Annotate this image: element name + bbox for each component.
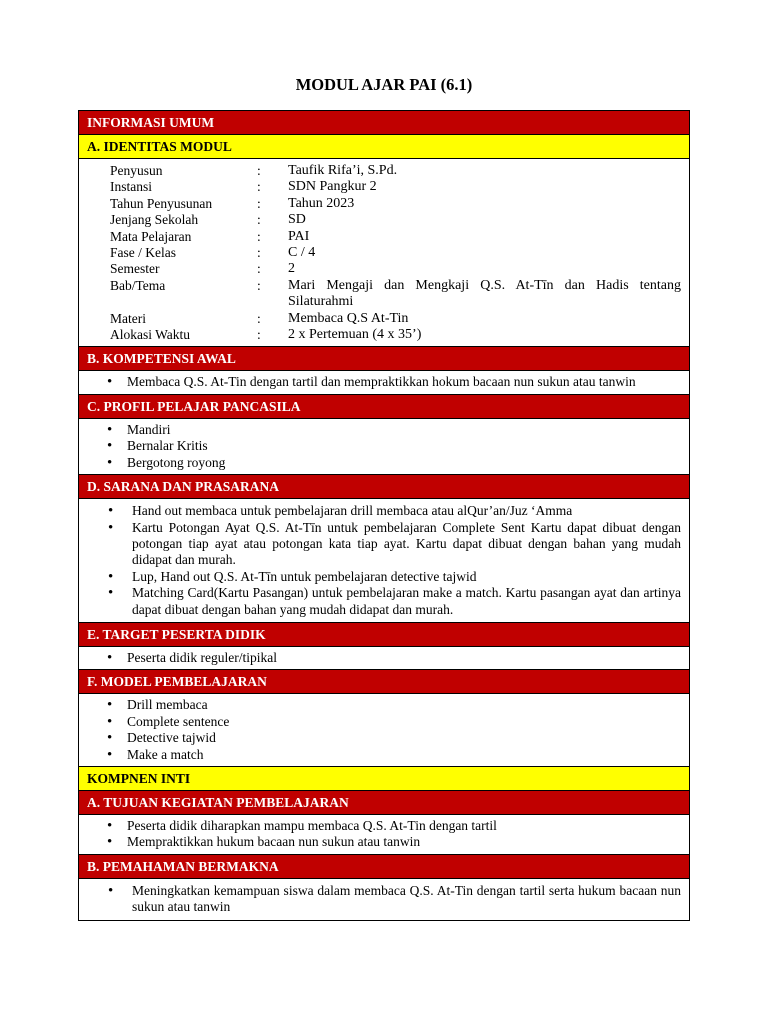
sarana-header: D. SARANA DAN PRASARANA (79, 475, 689, 498)
identity-value: SDN Pangkur 2 (288, 179, 377, 195)
module-form-table (78, 110, 690, 921)
tujuan-body (79, 814, 689, 854)
identity-row (110, 278, 681, 311)
identity-value: 2 (288, 261, 295, 277)
identity-colon: : (257, 327, 261, 343)
identity-colon: : (257, 195, 261, 211)
identity-value: PAI (288, 228, 310, 244)
model-list (127, 697, 681, 763)
list-item: • Mempraktikkan hukum bacaan nun sukun atau tanwin (127, 834, 681, 850)
pemahaman-header: B. PEMAHAMAN BERMAKNA (79, 855, 689, 878)
list-item: • Peserta didik diharapkan mampu membaca Q.S. At-Tin dengan tartil (127, 818, 681, 834)
profil-pelajar-body (79, 418, 689, 474)
identity-label: Bab/Tema (110, 277, 166, 293)
identity-value: Mari Mengaji dan Mengkaji Q.S. At-Tīn dan Hadis tentang Silaturahmi (288, 277, 681, 310)
informasi-umum-header: INFORMASI UMUM (79, 111, 689, 134)
list-item: • Mandiri (127, 422, 681, 438)
sarana-body (79, 498, 689, 622)
target-body (79, 646, 689, 669)
model-body (79, 693, 689, 766)
section-tujuan-kegiatan (79, 790, 689, 854)
list-item: • Drill membaca (127, 697, 681, 713)
identity-colon: : (257, 179, 261, 195)
document-title: MODUL AJAR PAI (6.1) (295, 75, 473, 94)
list-item: • Lup, Hand out Q.S. At-Tīn untuk pembelajaran detective tajwid (132, 569, 681, 585)
identity-row (110, 163, 681, 179)
tujuan-header: A. TUJUAN KEGIATAN PEMBELAJARAN (79, 791, 689, 814)
sarana-list (132, 503, 681, 618)
section-model-pembelajaran (79, 669, 689, 766)
identity-label: Mata Pelajaran (110, 228, 192, 244)
identity-colon: : (257, 228, 261, 244)
identity-label: Penyusun (110, 163, 163, 178)
identity-row (110, 311, 681, 327)
list-item: • Meningkatkan kemampuan siswa dalam membaca Q.S. At-Tin dengan tartil serta hukum bacaan nun sukun atau tanwin (132, 883, 681, 916)
target-header: E. TARGET PESERTA DIDIK (79, 623, 689, 646)
identity-label: Jenjang Sekolah (110, 212, 199, 228)
profil-pelajar-header: C. PROFIL PELAJAR PANCASILA (79, 395, 689, 418)
komponen-inti-header: KOMPNEN INTI (79, 767, 689, 790)
kompetensi-awal-body (79, 370, 689, 393)
section-pemahaman-bermakna (79, 854, 689, 920)
identity-value: SD (288, 212, 306, 228)
section-informasi-umum (79, 111, 689, 134)
section-sarana-prasarana (79, 474, 689, 622)
identity-colon: : (257, 245, 261, 261)
identity-label: Instansi (110, 179, 152, 195)
section-identitas-modul (79, 134, 689, 346)
list-item: • Matching Card(Kartu Pasangan) untuk pembelajaran make a match. Kartu pasangan ayat dan artinya dapat dibuat dengan bahan yang mudah didapat dan murah. (132, 585, 681, 618)
identity-label: Semester (110, 261, 160, 277)
section-target-peserta-didik (79, 622, 689, 669)
identity-label: Materi (110, 310, 146, 326)
identity-value: Membaca Q.S At-Tin (288, 310, 409, 326)
identity-value: Tahun 2023 (288, 195, 355, 211)
pemahaman-body (79, 878, 689, 920)
pemahaman-list (132, 883, 681, 916)
identity-row (110, 212, 681, 228)
list-item: • Hand out membaca untuk pembelajaran drill membaca atau alQur’an/Juz ‘Amma (132, 503, 681, 519)
identity-label: Alokasi Waktu (110, 327, 191, 343)
identity-colon: : (257, 261, 261, 277)
profil-pelajar-list (127, 422, 681, 471)
list-item: • Complete sentence (127, 714, 681, 730)
identity-row (110, 245, 681, 261)
list-item: • Make a match (127, 747, 681, 763)
list-item: • Membaca Q.S. At-Tin dengan tartil dan mempraktikkan hokum bacaan nun sukun atau tanwin (127, 374, 681, 390)
list-item: • Kartu Potongan Ayat Q.S. At-Tīn untuk pembelajaran Complete Sent Kartu dapat dibuat dengan potongan tiap ayat atau potongan kata tiap ayat. Kartu dapat dibuat dengan bahan yang mudah didapat dan murah. (132, 520, 681, 569)
list-item: • Bernalar Kritis (127, 438, 681, 454)
identity-value: Taufik Rifa’i, S.Pd. (288, 163, 398, 178)
identity-value: 2 x Pertemuan (4 x 35’) (288, 327, 422, 343)
list-item: • Bergotong royong (127, 455, 681, 471)
identity-row (110, 327, 681, 343)
identity-colon: : (257, 310, 261, 326)
identity-label: Fase / Kelas (110, 245, 176, 261)
identity-label: Tahun Penyusunan (110, 195, 213, 211)
identity-value: C / 4 (288, 245, 316, 261)
identitas-modul-body (79, 158, 689, 346)
identity-colon: : (257, 212, 261, 228)
list-item: • Detective tajwid (127, 730, 681, 746)
section-komponen-inti (79, 766, 689, 790)
identitas-modul-header: A. IDENTITAS MODUL (79, 135, 689, 158)
identity-colon: : (257, 163, 261, 178)
list-item: • Peserta didik reguler/tipikal (127, 650, 681, 666)
section-profil-pelajar-pancasila (79, 394, 689, 474)
identity-row (110, 179, 681, 195)
target-list (127, 650, 681, 666)
model-header: F. MODEL PEMBELAJARAN (79, 670, 689, 693)
identity-row (110, 229, 681, 245)
identity-colon: : (257, 277, 261, 293)
kompetensi-awal-header: B. KOMPETENSI AWAL (79, 347, 689, 370)
identity-row (110, 261, 681, 277)
section-kompetensi-awal (79, 346, 689, 393)
kompetensi-awal-list (127, 374, 681, 390)
tujuan-list (127, 818, 681, 851)
identity-row (110, 196, 681, 212)
